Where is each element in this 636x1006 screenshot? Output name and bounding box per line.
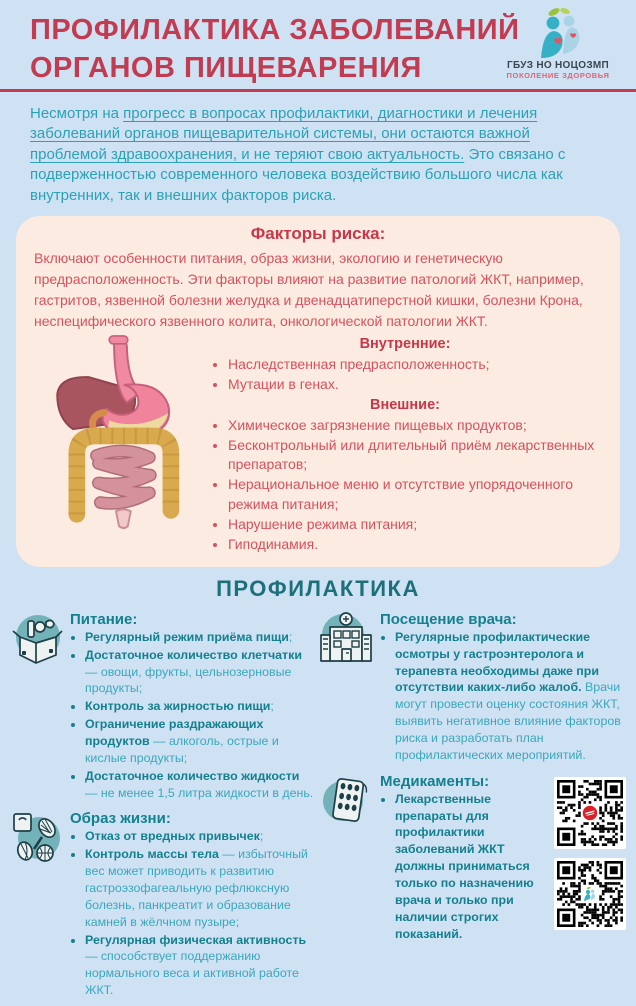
qr-column [550, 771, 630, 950]
list-item: • Наследственная предрасположенность; [228, 355, 602, 375]
list-item: • Контроль массы тела — избыточный вес может приводить к развитию гастроэзофагеальную рефлюксную болезнь, панкреатит и образование камней в жёлчном пузыре; [85, 846, 314, 930]
section-doctor [316, 609, 630, 765]
header-divider [0, 89, 636, 92]
org-name: ГБУЗ НО НОЦОЗМП [506, 60, 609, 71]
list-item: • Регулярный режим приёма пищи; [85, 629, 314, 646]
list-item: • Регулярные профилактические осмотры у гастроэнтеролога и терапевта необходимы даже при отсутствии каких-либо жалоб. Врачи могут провести оценку состояния ЖКТ, выявить негативное влияние факторов риска и разработать план профилактических мероприятий. [395, 629, 630, 764]
section-lifestyle-list [70, 828, 314, 999]
risk-factors-box [16, 216, 620, 567]
digestive-system-illustration [34, 334, 202, 555]
section-medications [316, 771, 550, 944]
page-title-line2: ОРГАНОВ ПИЩЕВАРЕНИЯ [30, 51, 422, 84]
header [0, 0, 636, 92]
list-item: • Нерациональное меню и отсутствие упорядоченного режима питания; [228, 475, 602, 515]
sports-equipment-icon [6, 808, 66, 868]
section-lifestyle-title: Образ жизни: [70, 810, 171, 828]
list-item: • Достаточное количество жидкости — не менее 1,5 литра жидкости в день. [85, 768, 314, 802]
food-box-icon [6, 609, 66, 669]
internal-factors-list [210, 355, 602, 395]
qr-code-top [554, 777, 626, 849]
intro-prefix: Несмотря на [30, 105, 124, 122]
section-medications-title: Медикаменты: [380, 772, 490, 790]
list-item: • Лекарственные препараты для профилактики заболеваний ЖКТ должны приниматься только по назначению врача и только при наличии строгих показаний. [395, 791, 550, 943]
list-item: • Контроль за жирностью пищи; [85, 698, 314, 715]
pill-blister-icon [316, 771, 376, 831]
intro-underlined-text: прогресс в вопросах профилактики, диагностики и лечения заболеваний органов пищеварительной системы, они остаются важной проблемой здравоохранения, и не теряют свою актуальность. [30, 105, 538, 163]
list-item: • Гиподинамия. [228, 535, 602, 555]
list-item: • Бесконтрольный или длительный приём лекарственных препаратов; [228, 436, 602, 476]
page-title-line1: ПРОФИЛАКТИКА ЗАБОЛЕВАНИЙ [30, 14, 520, 46]
family-health-logo-icon [494, 6, 622, 60]
list-item: • Отказ от вредных привычек; [85, 828, 314, 845]
org-logo [494, 6, 622, 80]
hospital-icon [316, 609, 376, 669]
medications-row [316, 771, 630, 950]
list-item: • Достаточное количество клетчатки — овощи, фрукты, цельнозерновые продукты; [85, 647, 314, 698]
section-nutrition [6, 609, 314, 803]
prevention-grid [0, 609, 636, 1006]
prevention-title: ПРОФИЛАКТИКА [216, 575, 420, 601]
list-item: • Нарушение режима питания; [228, 515, 602, 535]
section-nutrition-title: Питание: [70, 610, 138, 628]
list-item: • Мутации в генах. [228, 375, 602, 395]
section-doctor-list [380, 629, 630, 764]
section-nutrition-list [70, 629, 314, 802]
internal-factors-title: Внутренние: [359, 335, 451, 352]
list-item: • Химическое загрязнение пищевых продуктов; [228, 416, 602, 436]
section-medications-list [380, 791, 550, 943]
risk-factors-title: Факторы риска: [250, 223, 386, 243]
risk-factors-description: Включают особенности питания, образ жизни, экологию и генетическую предрасположенность. Эти факторы влияют на развитие патологий ЖКТ, например, гастритов, язвенной болезни желудка и двенадцатиперстной кишки, болезни Крона, неспецифического язвенного колита, онкологической патологии ЖКТ. [34, 249, 584, 329]
intro-paragraph [30, 104, 608, 206]
org-tagline: ПОКОЛЕНИЕ ЗДОРОВЬЯ [506, 71, 610, 80]
list-item: • Ограничение раздражающих продуктов — алкоголь, острые и кислые продукты; [85, 716, 314, 767]
external-factors-title: Внешние: [370, 396, 440, 413]
qr-code-bottom [554, 858, 626, 930]
external-factors-list [210, 416, 602, 555]
page-title [30, 12, 519, 87]
intro-suffix: Это связано с подверженностью современного человека воздействию большого числа как внутренних, так и внешних факторов риска. [30, 145, 566, 204]
list-item: • Регулярная физическая активность — способствует поддержанию нормального веса и активной работе ЖКТ. [85, 932, 314, 999]
section-doctor-title: Посещение врача: [380, 610, 517, 628]
section-lifestyle [6, 808, 314, 1000]
